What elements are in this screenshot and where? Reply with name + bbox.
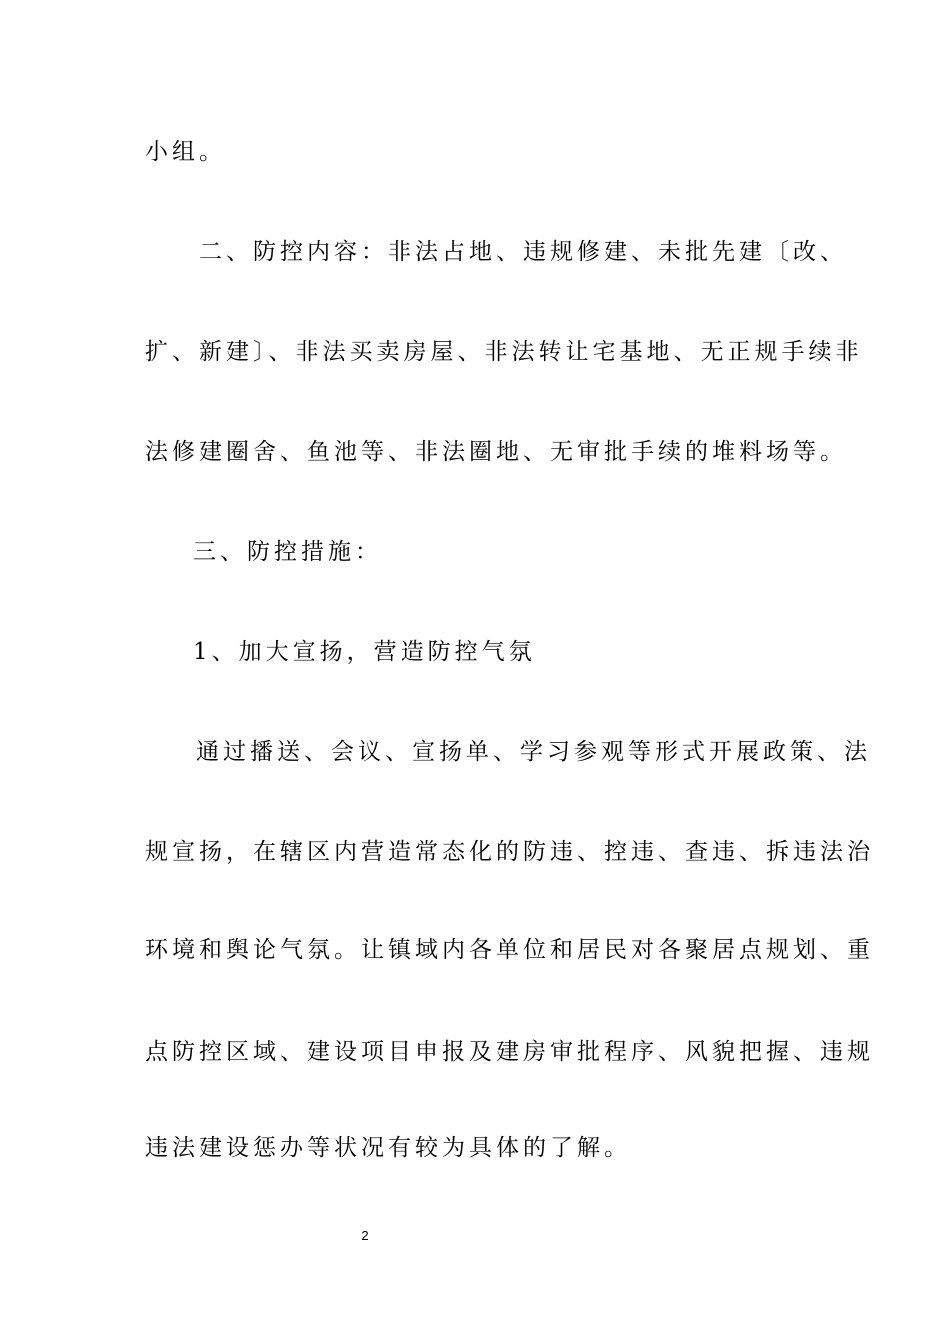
paragraph-line-3: 扩、新建〕、非法买卖房屋、非法转让宅基地、无正规手续非 <box>145 339 863 365</box>
page-number: 2 <box>361 1228 369 1243</box>
paragraph-line-11: 违法建设惩办等状况有较为具体的了解。 <box>145 1135 631 1161</box>
paragraph-line-10: 点防控区域、建设项目申报及建房审批程序、风貌把握、违规 <box>145 1039 874 1065</box>
paragraph-line-9: 环境和舆论气氛。让镇域内各单位和居民对各聚居点规划、重 <box>145 937 874 963</box>
paragraph-line-1: 小组。 <box>145 139 226 165</box>
subheading-publicity: 1、加大宣扬，营造防控气氛 <box>193 639 536 665</box>
paragraph-line-7: 通过播送、会议、宣扬单、学习参观等形式开展政策、法 <box>196 739 871 765</box>
paragraph-line-4: 法修建圈舍、鱼池等、非法圈地、无审批手续的堆料场等。 <box>145 439 847 465</box>
section-heading-prevention-content: 二、防控内容：非法占地、违规修建、未批先建〔改、 <box>199 239 847 265</box>
paragraph-line-8: 规宣扬，在辖区内营造常态化的防违、控违、查违、拆违法治 <box>145 839 874 865</box>
section-heading-prevention-measures: 三、防控措施： <box>193 539 382 565</box>
